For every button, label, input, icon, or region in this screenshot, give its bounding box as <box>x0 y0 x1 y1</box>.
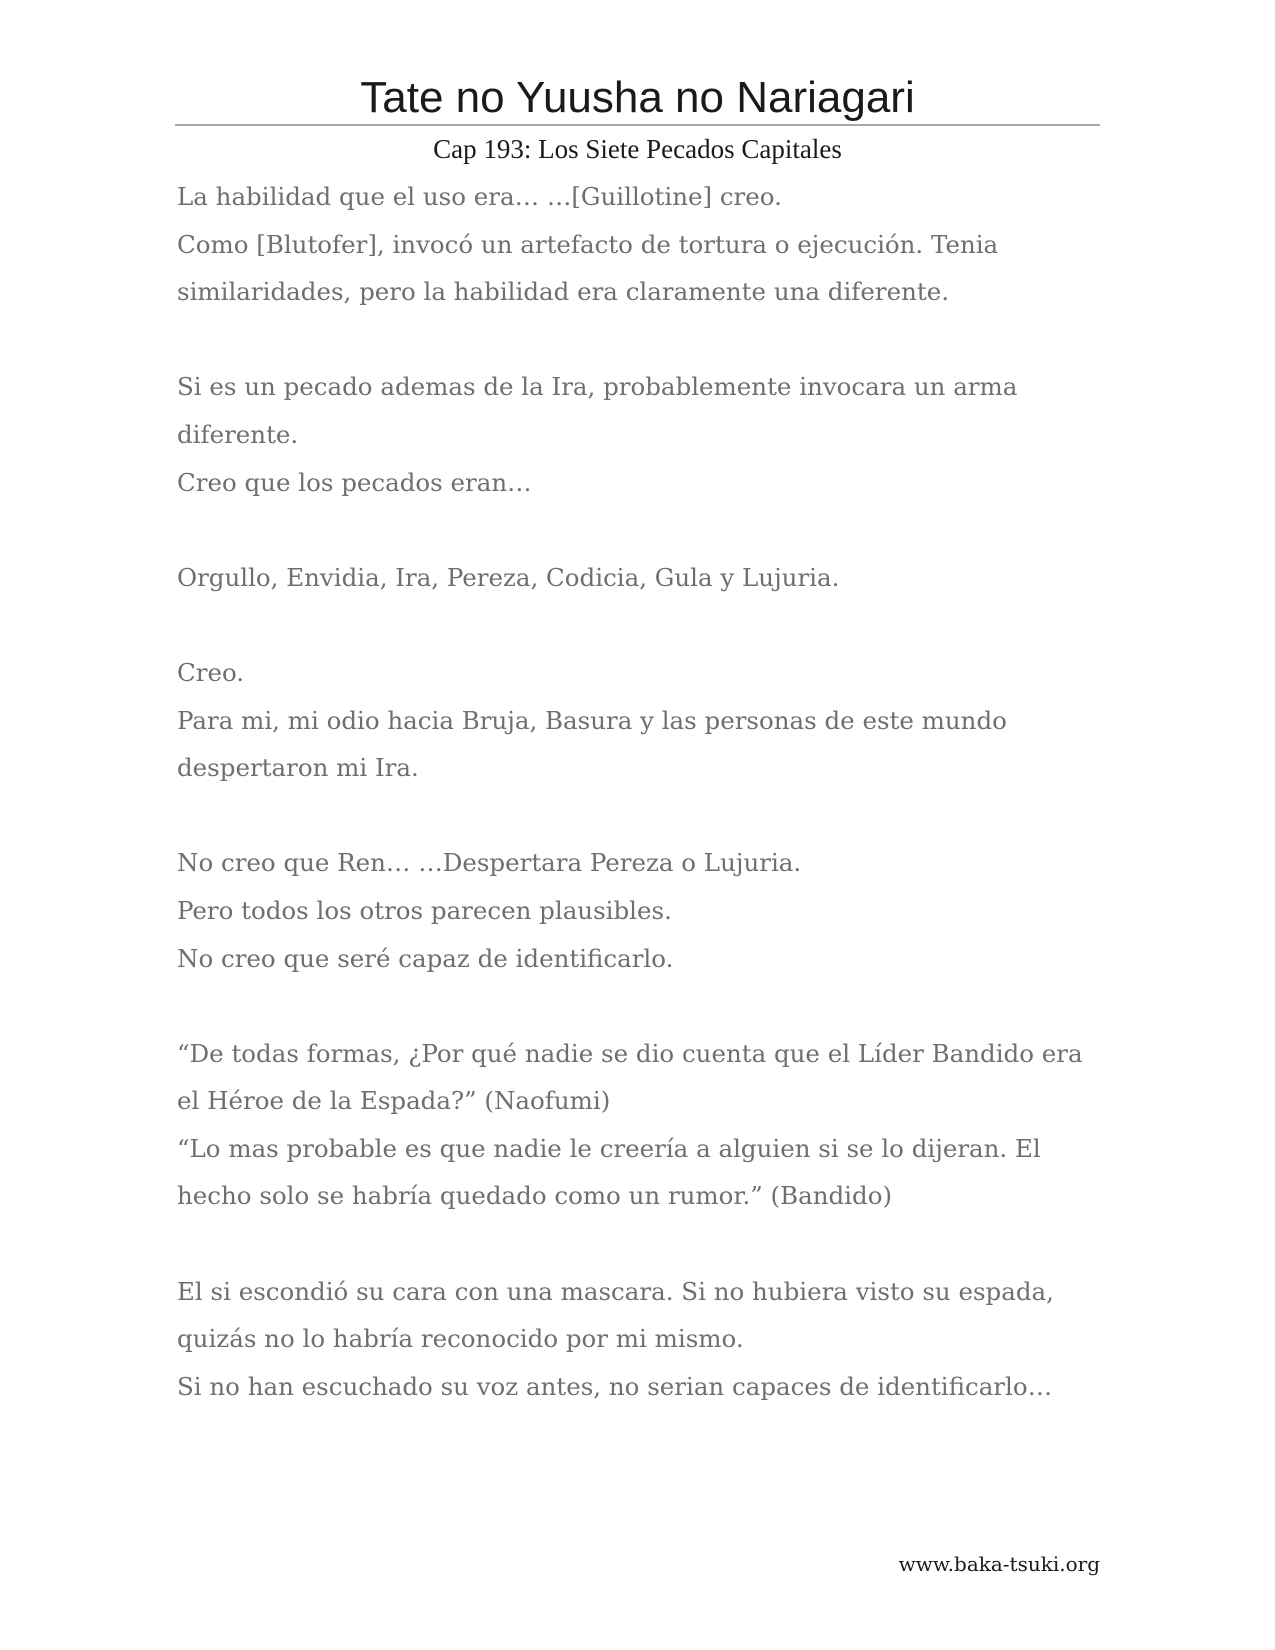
text-line: “Lo mas probable es que nadie le creería a alguien si se lo dijeran. El <box>177 1133 1041 1163</box>
text-line: No creo que Ren… …Despertara Pereza o Lujuria. <box>177 848 802 878</box>
title-divider <box>175 124 1100 126</box>
paragraph-gap <box>177 1220 1077 1268</box>
paragraph <box>177 173 1077 316</box>
text-line: Como [Blutofer], invocó un artefacto de tortura o ejecución. Tenia <box>177 229 999 259</box>
paragraph <box>177 554 1077 602</box>
text-line: Si es un pecado ademas de la Ira, probablemente invocara un arma <box>177 372 1018 402</box>
chapter-body <box>177 173 1083 1410</box>
paragraph-gap <box>177 792 1077 840</box>
text-line: quizás no lo habría reconocido por mi mismo. <box>177 1324 744 1354</box>
paragraph-gap <box>177 316 1077 364</box>
text-line: El si escondió su cara con una mascara. Si no hubiera visto su espada, <box>177 1276 1054 1306</box>
text-line: Creo. <box>177 657 245 687</box>
paragraph <box>177 649 1077 792</box>
chapter-title: Cap 193: Los Siete Pecados Capitales <box>433 134 842 164</box>
text-line: diferente. <box>177 419 299 449</box>
paragraph <box>177 363 1077 506</box>
text-line: similaridades, pero la habilidad era claramente una diferente. <box>177 277 949 307</box>
paragraph <box>177 1268 1077 1411</box>
paragraph-gap <box>177 506 1077 554</box>
document-title: Tate no Yuusha no Nariagari <box>360 73 915 122</box>
text-line: Para mi, mi odio hacia Bruja, Basura y las personas de este mundo <box>177 705 1007 735</box>
footer-site-link[interactable]: www.baka-tsuki.org <box>898 1552 1100 1576</box>
text-line: hecho solo se habría quedado como un rumor.” (Bandido) <box>177 1181 892 1211</box>
text-line: Orgullo, Envidia, Ira, Pereza, Codicia, Gula y Lujuria. <box>177 562 840 592</box>
text-line: Pero todos los otros parecen plausibles. <box>177 895 672 925</box>
text-line: Creo que los pecados eran… <box>177 467 532 497</box>
paragraph-gap <box>177 601 1077 649</box>
text-line: el Héroe de la Espada?” (Naofumi) <box>177 1086 611 1116</box>
text-line: despertaron mi Ira. <box>177 753 419 783</box>
text-line: Si no han escuchado su voz antes, no serian capaces de identificarlo… <box>177 1371 1053 1401</box>
paragraph-gap <box>177 982 1077 1030</box>
text-line: No creo que seré capaz de identificarlo. <box>177 943 674 973</box>
paragraph <box>177 1030 1083 1220</box>
text-line: “De todas formas, ¿Por qué nadie se dio cuenta que el Líder Bandido era <box>177 1038 1083 1068</box>
paragraph <box>177 839 1077 982</box>
text-line: La habilidad que el uso era… …[Guillotine] creo. <box>177 182 782 211</box>
